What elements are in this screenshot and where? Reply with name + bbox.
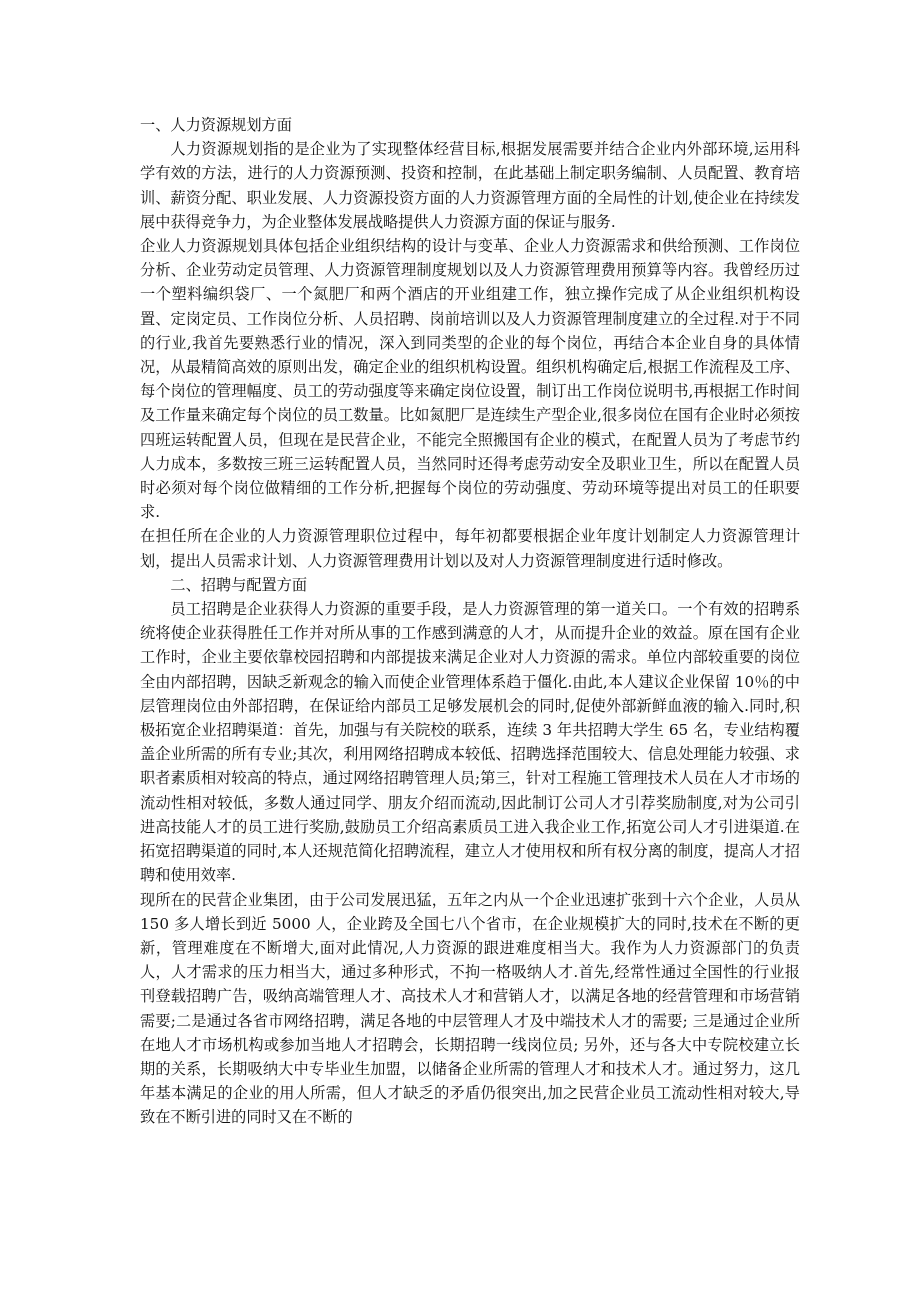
paragraph-hr-planning-annual: 在担任所在企业的人力资源管理职位过程中，每年初都要根据企业年度计划制定人力资源管理计划，提出人员需求计划、人力资源管理费用计划以及对人力资源管理制度进行适时修改。 <box>140 527 800 570</box>
paragraph-recruitment-private-group: 现所在的民营企业集团，由于公司发展迅猛，五年之内从一个企业迅速扩张到十六个企业，人员从 150 多人增长到近 5000 人，企业跨及全国七八个省市，在企业规模扩大的同时,技术在不断的更新，管理难度在不断增大,面对此情况,人力资源的跟进难度相当大。我作为人力资源部门的负责人，人才需求的压力相当大，通过多种形式，不拘一格吸纳人才.首先,经常性通过全国性的行业报刊登载招聘广告，吸纳高端管理人才、高技术人才和营销人才，以满足各地的经营管理和市场营销需要;二是通过各省市网络招聘，满足各地的中层管理人才及中端技术人才的需要; 三是通过企业所在地人才市场机构或参加当地人才招聘会，长期招聘一线岗位员; 另外，还与各大中专院校建立长期的关系，长期吸纳大中专毕业生加盟，以储备企业所需的管理人才和技术人才。通过努力，这几年基本满足的企业的用人所需，但人才缺乏的矛盾仍很突出,加之民营企业员工流动性相对较大,导致在不断引进的同时又在不断的 <box>140 890 800 1127</box>
paragraph-hr-planning-definition: 人力资源规划指的是企业为了实现整体经营目标,根据发展需要并结合企业内外部环境,运用科学有效的方法，进行的人力资源预测、投资和控制，在此基础上制定职务编制、人员配置、教育培训、薪资分配、职业发展、人力资源投资方面的人力资源管理方面的全局性的计划,使企业在持续发展中获得竞争力，为企业整体发展战略提供人力资源方面的保证与服务. <box>140 140 800 231</box>
section-heading-hr-planning: 一、人力资源规划方面 <box>140 116 292 134</box>
paragraph-recruitment-state-enterprise: 员工招聘是企业获得人力资源的重要手段，是人力资源管理的第一道关口。一个有效的招聘系统将使企业获得胜任工作并对所从事的工作感到满意的人才，从而提升企业的效益。原在国有企业工作时，企业主要依靠校园招聘和内部提拔来满足企业对人力资源的需求。单位内部较重要的岗位全由内部招聘，因缺乏新观念的输入而使企业管理体系趋于僵化.由此,本人建议企业保留 10％的中层管理岗位由外部招聘，在保证给内部员工足够发展机会的同时,促使外部新鲜血液的输入.同时,积极拓宽企业招聘渠道：首先，加强与有关院校的联系，连续 3 年共招聘大学生 65 名，专业结构覆盖企业所需的所有专业;其次，利用网络招聘成本较低、招聘选择范围较大、信息处理能力较强、求职者素质相对较高的特点，通过网络招聘管理人员;第三，针对工程施工管理技术人员在人才市场的流动性相对较低，多数人通过同学、朋友介绍而流动,因此制订公司人才引荐奖励制度,对为公司引进高技能人才的员工进行奖励,鼓励员工介绍高素质员工进入我企业工作,拓宽公司人才引进渠道.在拓宽招聘渠道的同时,本人还规范简化招聘流程，建立人才使用权和所有权分离的制度，提高人才招聘和使用效率. <box>140 600 800 885</box>
document-body <box>140 113 800 1130</box>
paragraph-hr-planning-content: 企业人力资源规划具体包括企业组织结构的设计与变革、企业人力资源需求和供给预测、工作岗位分析、企业劳动定员管理、人力资源管理制度规划以及人力资源管理费用预算等内容。我曾经历过一个塑料编织袋厂、一个氮肥厂和两个酒店的开业组建工作，独立操作完成了从企业组织机构设置、定岗定员、工作岗位分析、人员招聘、岗前培训以及人力资源管理制度建立的全过程.对于不同的行业,我首先要熟悉行业的情况，深入到同类型的企业的每个岗位，再结合本企业自身的具体情况，从最精简高效的原则出发，确定企业的组织机构设置。组织机构确定后,根据工作流程及工序、每个岗位的管理幅度、员工的劳动强度等来确定岗位设置，制订出工作岗位说明书,再根据工作时间及工作量来确定每个岗位的员工数量。比如氮肥厂是连续生产型企业,很多岗位在国有企业时必须按四班运转配置人员，但现在是民营企业，不能完全照搬国有企业的模式，在配置人员为了考虑节约人力成本，多数按三班三运转配置人员，当然同时还得考虑劳动安全及职业卫生，所以在配置人员时必须对每个岗位做精细的工作分析,把握每个岗位的劳动强度、劳动环境等提出对员工的任职要求. <box>140 237 800 522</box>
section-heading-recruitment: 二、招聘与配置方面 <box>170 575 308 594</box>
